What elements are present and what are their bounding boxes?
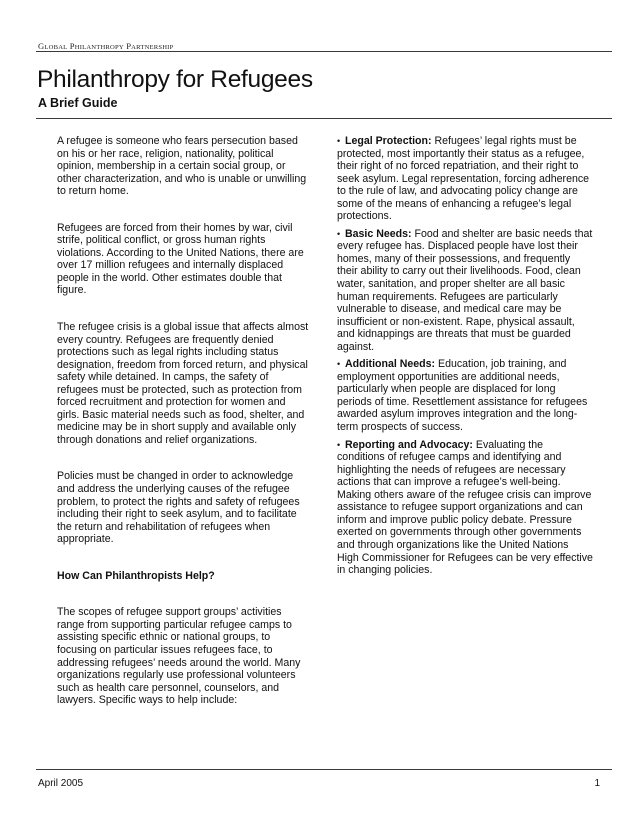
left-column xyxy=(57,135,310,731)
running-header-initial-1: G xyxy=(38,41,45,51)
paragraph-policies: Policies must be changed in order to acknowledge and address the underlying causes of the refugee problem, to protect the rights and safety of refugees including their right to seek asylum, and to facilitate the return and rehabilitation of refugees when appropriate. xyxy=(57,470,300,546)
document-title: Philanthropy for Refugees xyxy=(37,66,313,93)
section-heading: How Can Philanthropists Help? xyxy=(57,569,215,582)
paragraph-ways-to-help: The scopes of refugee support groups’ activities range from supporting particular refugee camps to assisting specific ethnic or national groups, to focusing on particular issues refugees face, to addressing refugees’ needs around the world. Many organizations regularly use professional volunteers such as health care personnel, counselors, and lawyers. Specific ways to help include: xyxy=(57,606,301,707)
list-item-term: Legal Protection: xyxy=(345,135,432,147)
list-item-text: Education, job training, and employment opportunities are additional needs, particularly when people are displaced for long periods of time. Resettlement assistance for refugees awarded asylum improves integration and the long-term prospects of success. xyxy=(337,358,588,434)
footer-rule xyxy=(36,769,612,770)
bullet-icon: • xyxy=(337,228,341,239)
running-header-word-3: ARTNERSHIP xyxy=(131,44,174,51)
paragraph-refugee-definition: A refugee is someone who fears persecution based on his or her race, religion, nationality, political opinion, membership in a certain social group, or other characterization, and who is unable or unwilling to return home. xyxy=(57,135,307,198)
right-column xyxy=(337,135,593,582)
list-item-text: Evaluating the conditions of refugee camps and identifying and highlighting the needs of refugees are necessary actions that can improve a refugee’s well-being. Making others aware of the refugee crisis can improve assistance to refugee support organizations and can inform and improve public policy debate. Pressure exerted on governments through other governments and through organizations like the United Nations High Commissioner for Refugees can be very effective in changing policies. xyxy=(337,438,593,577)
page-number: 1 xyxy=(594,778,600,789)
list-item-legal-protection xyxy=(337,135,593,223)
list-item-term: Additional Needs: xyxy=(345,358,436,371)
paragraph-global-issue: The refugee crisis is a global issue that affects almost every country. Refugees are frequently denied protections such as legal rights including status designation, freedom from forced return, and physical safety while detained. In camps, the safety of refugees must be protected, such as protection from forced recruitment and protection for women and girls. Basic material needs such as food, shelter, and medicine may be in short supply and available only through donations and relief organizations. xyxy=(57,321,309,446)
running-header-word-1: LOBAL xyxy=(44,44,68,51)
bullet-icon: • xyxy=(337,359,341,370)
list-item-term: Basic Needs: xyxy=(345,227,412,240)
list-item-reporting-advocacy xyxy=(337,439,593,577)
list-item-basic-needs xyxy=(337,228,593,353)
document-subtitle: A Brief Guide xyxy=(38,96,118,110)
list-item-text: Food and shelter are basic needs that every refugee has. Displaced people have lost their homes, many of their possessions, and frequently their ability to carry out their livelihoods. Food, clean water, sanitation, and proper shelter are all basic human requirements. Refugees are particularly vulnerable to disease, and medical care may be insufficient or non-existent. Rape, physical assault, and kidnappings are threats that must be guarded against. xyxy=(337,227,593,353)
running-header-initial-3: P xyxy=(126,41,132,51)
running-header-word-2: HILANTHROPY xyxy=(74,44,124,51)
list-item-term: Reporting and Advocacy: xyxy=(345,438,473,451)
footer-date: April 2005 xyxy=(38,778,84,789)
list-item-text: Refugees’ legal rights must be protected, most importantly their status as a refugee, their right of no forced repatriation, and their right to seek asylum. Legal representation, forcing adherence to the rule of law, and advocating policy change are some of the means of enhancing a refugee’s legal protections. xyxy=(337,135,590,223)
bullet-icon: • xyxy=(337,136,341,146)
running-header-initial-2: P xyxy=(69,41,75,51)
running-header xyxy=(38,41,173,51)
header-rule xyxy=(36,51,612,52)
bullet-icon: • xyxy=(337,439,341,450)
title-rule xyxy=(36,118,612,119)
list-item-additional-needs xyxy=(337,358,593,433)
paragraph-causes: Refugees are forced from their homes by war, civil strife, political conflict, or gross human rights violations. According to the United Nations, there are over 17 million refugees and internally displaced people in the world. Other estimates double that figure. xyxy=(57,221,304,297)
